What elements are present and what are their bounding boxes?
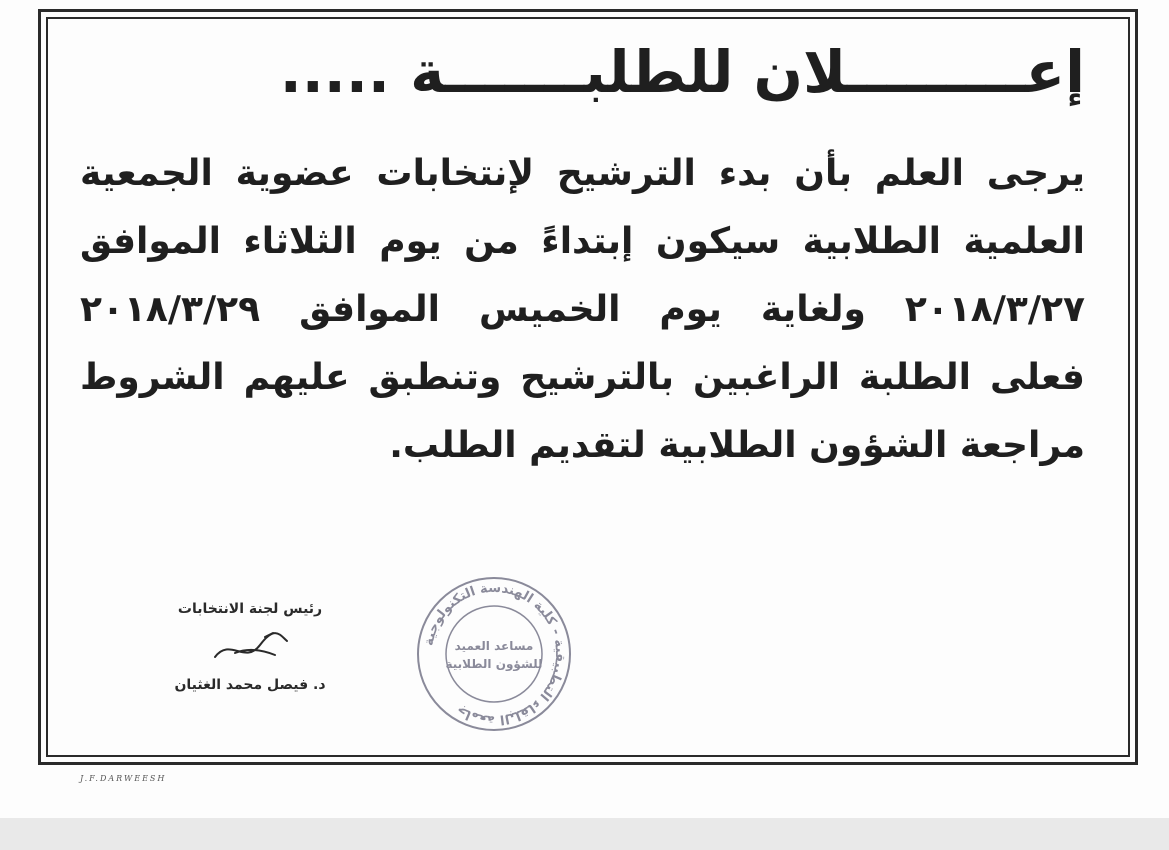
announcement-body <box>80 140 1085 480</box>
official-stamp <box>414 574 574 734</box>
announcement-title: إعـــــــــلان للطلبـــــــة ..... <box>279 38 1085 106</box>
signature-block <box>150 595 350 697</box>
body-line-4: فعلى الطلبة الراغبين بالترشيح وتنطبق عليهم الشروط <box>80 357 1085 398</box>
scan-bottom-strip <box>0 818 1169 850</box>
svg-text:جامعة البلقاء التطبيقية - كلية <box>422 581 568 727</box>
body-line-2: العلمية الطلابية سيكون إبتداءً من يوم الثلاثاء الموافق <box>80 221 1085 262</box>
stamp-outer-text: جامعة البلقاء التطبيقية - كلية الهندسة التكنولوجية <box>421 580 568 728</box>
stamp-inner-line-1: مساعد العميد <box>454 639 534 653</box>
stamp-inner-line-2: للشؤون الطلابية <box>445 657 543 671</box>
body-line-5: مراجعة الشؤون الطلابية لتقديم الطلب. <box>389 425 1085 466</box>
body-line-3: ٢٠١٨/٣/٢٧ ولغاية يوم الخميس الموافق ٢٠١٨/٣/٢٩ <box>80 289 1085 330</box>
signatory-name: د. فيصل محمد الغثيان <box>174 677 326 693</box>
body-line-1: يرجى العلم بأن بدء الترشيح لإنتخابات عضوية الجمعية <box>80 153 1085 194</box>
signature-role: رئيس لجنة الانتخابات <box>177 601 323 617</box>
handwritten-signature <box>205 627 295 667</box>
footer-code: J.F.DARWEESH <box>80 774 167 783</box>
